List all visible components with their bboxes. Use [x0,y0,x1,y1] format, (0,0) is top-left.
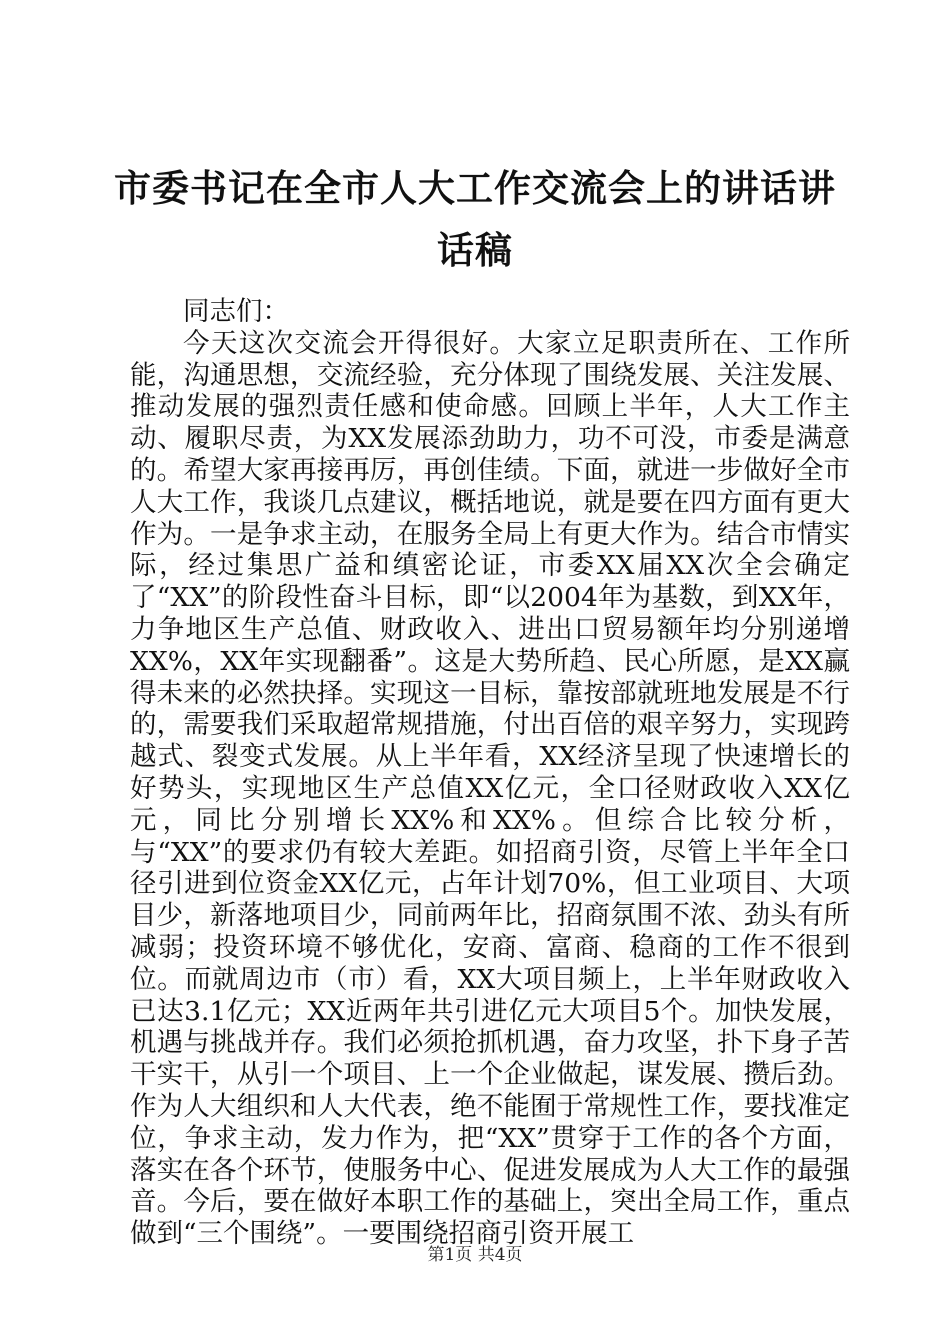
salutation: 同志们： [183,296,289,327]
document-title: 市委书记在全市人大工作交流会上的讲话讲话稿 [114,167,836,272]
page-number: 第1页 共4页 [427,1245,523,1265]
body-paragraph: 今天这次交流会开得很好。大家立足职责所在、工作所能，沟通思想，交流经验，充分体现了围绕发展、关注发展、推动发展的强烈责任感和使命感。回顾上半年，人大工作主动、履职尽责，为XX发展添劲助力，功不可没，市委是满意的。希望大家再接再厉，再创佳绩。下面，就进一步做好全市人大工作，我谈几点建议，概括地说，就是要在四方面有更大作为。一是争求主动，在服务全局上有更大作为。结合市情实际，经过集思广益和缜密论证，市委XX届XX次全会确定了“XX”的阶段性奋斗目标，即“以2004年为基数，到XX年，力争地区生产总值、财政收入、进出口贸易额年均分别递增XX%，XX年实现翻番”。这是大势所趋、民心所愿，是XX赢得未来的必然抉择。实现这一目标，靠按部就班地发展是不行的，需要我们采取超常规措施，付出百倍的艰辛努力，实现跨越式、裂变式发展。从上半年看，XX经济呈现了快速增长的好势头，实现地区生产总值XX亿元，全口径财政收入XX亿元，同比分别增长XX%和XX%。但综合比较分析，与“XX”的要求仍有较大差距。如招商引资，尽管上半年全口径引进到位资金XX亿元，占年计划70%，但工业项目、大项目少，新落地项目少，同前两年比，招商氛围不浓、劲头有所减弱；投资环境不够优化，安商、富商、稳商的工作不很到位。而就周边市（市）看，XX大项目频上，上半年财政收入已达3.1亿元；XX近两年共引进亿元大项目5个。加快发展，机遇与挑战并存。我们必须抢抓机遇，奋力攻坚，扑下身子苦干实干，从引一个项目、上一个企业做起，谋发展、攒后劲。作为人大组织和人大代表，绝不能囿于常规性工作，要找准定位，争求主动，发力作为，把“XX”贯穿于工作的各个方面，落实在各个环节，使服务中心、促进发展成为人大工作的最强音。今后，要在做好本职工作的基础上，突出全局工作，重点做到“三个围绕”。一要围绕招商引资开展工 [130,327,850,1250]
document-body [130,296,850,1250]
